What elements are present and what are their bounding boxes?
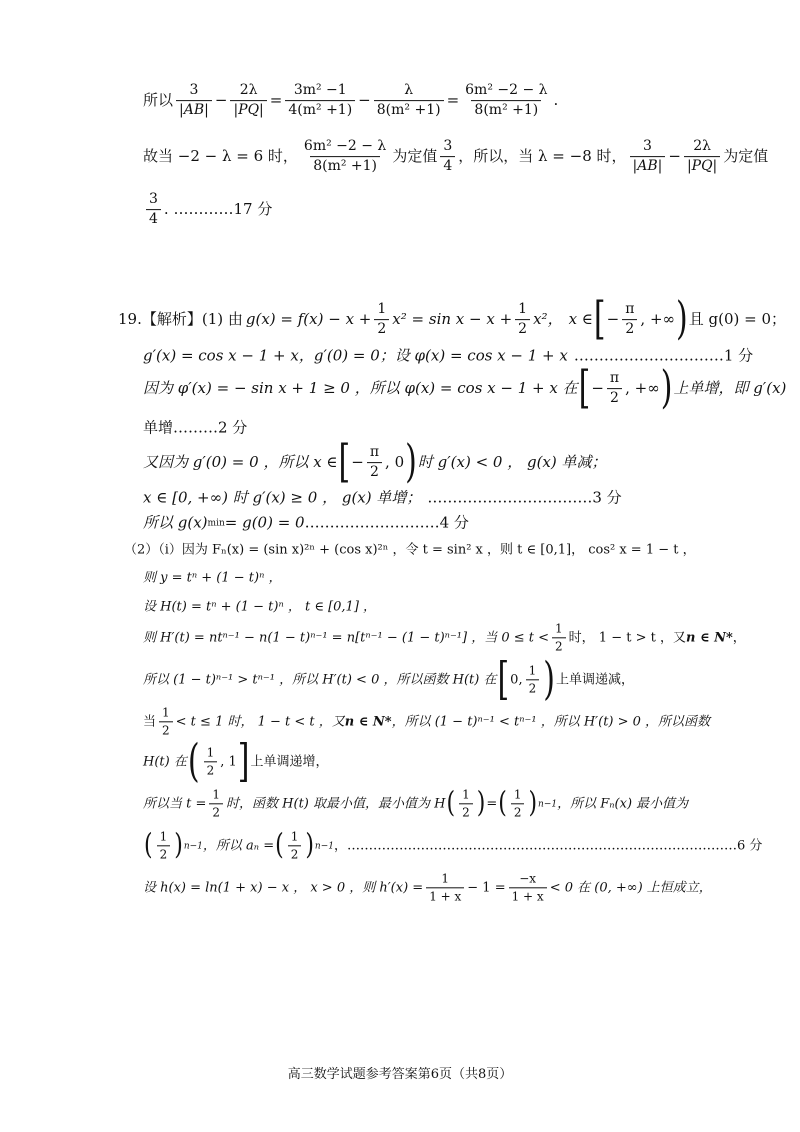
part2-line-7: H(t) 在 ( $\frac{1}{2}$ , 1 ] 上单调递增， [143,735,329,788]
math: 上单增，即 g′(x) [673,379,787,398]
denominator: 2 [288,846,302,862]
fraction [552,622,566,653]
fraction [509,872,547,903]
math: − 1 = [467,880,506,896]
part2-line-1 [124,544,696,557]
period: . [553,91,559,110]
numerator: 2λ [239,82,258,99]
numerator: 1 [513,787,522,802]
q19-line-6 [143,488,622,507]
math: g(x) = f(x) − x + [245,310,372,329]
denominator: 2 [374,320,389,338]
text: 时， 1 − t > t ，又 [568,630,686,646]
text: ， [732,630,746,646]
fraction [374,83,444,119]
math: 因为 φ′(x) = − sin x + 1 ≥ 0 ，所以 φ(x) = cos x − 1 + x 在 [143,379,578,398]
denominator: 2 [552,638,566,654]
fraction [146,192,161,228]
text: 上单调递增， [250,754,329,770]
math: x ∈ [568,310,593,329]
math: 所以 (1 − t)ⁿ⁻¹ > tⁿ⁻¹ ，所以 H′(t) < 0 ，所以函数 H(t) 在 [143,672,497,688]
operator: − [668,147,681,166]
numerator: 3 [149,191,158,208]
score-marker: …………………………1 分 [573,346,754,365]
denominator: 4(m² +1) [285,101,355,119]
math: 时，函数 H(t) 取最小值，最小值为 H [226,796,446,812]
fraction [176,83,212,119]
operator: = [486,796,498,812]
question-number: 19.【解析】(1) 由 [118,310,243,329]
math: ，所以 aₙ = [202,838,275,854]
text: 为定值 [392,147,438,166]
denominator: |PQ| [230,101,266,119]
denominator: 2 [157,846,171,862]
math: x² = sin x − x + [392,310,513,329]
fraction [511,788,525,819]
denominator: 4 [440,157,455,175]
numerator: 1 [206,745,215,760]
math: 所以 g(x) [143,513,208,532]
part2-line-4 [143,622,746,653]
numerator: 6m² −2 − λ [465,82,548,99]
intro-label: 所以 [143,91,174,110]
denominator: 8(m² +1) [471,101,541,119]
math: 时 g′(x) < 0 ， g(x) 单减； [417,453,607,472]
text: 为定值 [723,147,769,166]
part2-line-5: 所以 (1 − t)ⁿ⁻¹ > tⁿ⁻¹ ，所以 H′(t) < 0 ，所以函数 H(t) 在 [ 0, $\frac{1}{2}$ ) 上单调递减， [143,653,634,706]
fraction [462,83,550,119]
text: 上单调递减， [555,672,634,688]
numerator: −x [519,871,537,886]
fraction [374,302,389,338]
math: n ∈ N* [344,714,392,730]
math: < 0 在 (0, +∞) 上恒成立， [549,880,712,896]
numerator: 3 [443,138,453,155]
math: ，所以 (1 − t)ⁿ⁻¹ < tⁿ⁻¹ ，所以 H′(t) > 0 ，所以函数 [391,714,711,730]
fraction [526,664,540,695]
denominator: |AB| [176,101,212,119]
numerator: 1 [290,829,299,844]
text: 当 [143,714,157,730]
denominator: 2 [204,762,218,778]
denominator: 8(m² +1) [310,157,380,175]
text: ，所以，当 λ = −8 时， [458,147,627,166]
denominator: 2 [459,804,473,820]
fraction [440,139,455,175]
q19-line-7: 所以 g(x) min = g(0) = 0 ………………………4 分 [143,513,469,532]
fraction [622,302,637,338]
math: n ∈ N* [685,630,733,646]
denominator: 2 [607,389,622,407]
math: H(t) 在 [143,754,187,770]
fraction [459,788,473,819]
q19-line-1: 19.【解析】(1) 由 g(x) = f(x) − x + $\frac{1}{2}$ x² = sin x − x + $\frac{1}{2}$ x²， x ∈ [ − $\frac{\pi}{2}$ , +∞ ) 且 g(0) = 0； [118,293,787,346]
denominator: 2 [209,804,223,820]
math: 则 H′(t) = ntⁿ⁻¹ − n(1 − t)ⁿ⁻¹ = n[tⁿ⁻¹ − (1 − t)ⁿ⁻¹] ，当 0 ≤ t < [143,630,550,646]
fraction [684,139,720,175]
denominator: 1 + x [426,888,464,904]
fraction [301,139,389,175]
operator: − [606,310,620,329]
math: < t ≤ 1 时， 1 − t < t ，又 [175,714,345,730]
numerator: 1 [528,663,537,678]
fraction [288,830,302,861]
numerator: 2λ [693,138,711,155]
fraction [285,83,355,119]
fraction [159,706,173,737]
operator: − [214,91,228,110]
part2-line-2 [143,572,281,585]
fraction [204,746,218,777]
fraction [426,872,464,903]
part2-line-3 [143,601,376,614]
fraction [157,830,171,861]
numerator: 1 [555,621,563,636]
math: , +∞ [640,310,676,329]
denominator: |AB| [630,157,666,175]
numerator: 1 [212,787,221,802]
operator: = [269,91,283,110]
math: g′(x) = cos x − 1 + x，g′(0) = 0；设 φ(x) = cos x − 1 + x [143,346,568,365]
score-marker: ………………………4 分 [304,513,469,532]
fraction [515,302,530,338]
math: 设 H(t) = tⁿ + (1 − t)ⁿ ， t ∈ [0,1] ， [143,599,377,615]
numerator: 6m² −2 − λ [303,138,387,155]
numerator: 1 [159,829,168,844]
denominator: 2 [367,463,382,481]
numerator: 1 [518,301,528,318]
fraction [367,445,382,481]
denominator: 2 [159,722,173,738]
math: 则 y = tⁿ + (1 − t)ⁿ ， [143,570,282,586]
fraction [230,83,266,119]
score-marker: ……………………………3 分 [427,488,622,507]
numerator: π [625,301,635,318]
denominator: 2 [622,320,637,338]
q19-line-3: 因为 φ′(x) = − sin x + 1 ≥ 0 ，所以 φ(x) = cos x − 1 + x 在 [ − $\frac{\pi}{2}$ , +∞ ) 上单增，即 g′(x) [143,362,787,415]
denominator: 1 + x [509,888,547,904]
operator: − [591,379,604,398]
numerator: 3 [189,82,199,99]
math: x ∈ [0, +∞) 时 g′(x) ≥ 0 ， g(x) 单增； [143,488,422,507]
operator: − [358,91,371,110]
denominator: 8(m² +1) [374,101,444,119]
numerator: 1 [377,301,387,318]
conclusion-line [143,139,768,175]
part2-line-8: 所以当 t = $\frac{1}{2}$ 时，函数 H(t) 取最小值，最小值为 H ( $\frac{1}{2}$ ) = ( $\frac{1}{2}$ ) n−1 ，所以 Fₙ(x) 最小值为 [143,787,689,820]
denominator: 4 [146,210,161,228]
numerator: 1 [441,871,450,886]
math: , 0 [385,453,405,472]
numerator: λ [404,82,414,99]
q19-line-5: 又因为 g′(0) = 0 ，所以 x ∈ [ − $\frac{\pi}{2}$ , 0 ) 时 g′(x) < 0 ， g(x) 单减； [143,436,607,489]
operator: − [351,453,364,472]
part2-line-10 [143,872,712,903]
text: 且 g(0) = 0； [688,310,787,329]
score-marker: . …………17 分 [163,200,273,219]
denominator: 2 [526,680,540,696]
math: 又因为 g′(0) = 0 ，所以 x ∈ [143,453,338,472]
fraction [209,788,223,819]
intro-equation [143,83,558,119]
denominator: 2 [515,320,530,338]
denominator: |PQ| [684,157,720,175]
numerator: 3 [642,138,652,155]
part2-line-9: ( $\frac{1}{2}$ ) n−1 ，所以 aₙ = ( $\frac{1}{2}$ ) n−1 ，………………………………………………………………………………6 分 [144,829,763,862]
numerator: π [609,370,620,387]
denominator: 2 [511,804,525,820]
math: 0, [510,672,523,688]
math: , 1 [220,754,237,770]
math: , +∞ [625,379,660,398]
text: 故当 −2 − λ = 6 时， [143,147,298,166]
score-marker: ，………………………………………………………………………………6 分 [334,838,763,854]
math: x²， [533,310,563,329]
math: 设 h(x) = ln(1 + x) − x ， x > 0 ，则 h′(x) = [143,880,424,896]
operator: = [446,91,460,110]
math: 所以当 t = [143,796,207,812]
fraction [607,371,622,407]
page-footer: 高三数学试题参考答案第6页（共8页） [287,1067,513,1082]
math: （2）（ⅰ）因为 Fₙ(x) = (sin x)²ⁿ + (cos x)²ⁿ ，令 t = sin² x ，则 t ∈ [0,1]， cos² x = 1 − t ， [124,542,696,558]
numerator: 1 [462,787,470,802]
math: ，所以 Fₙ(x) 最小值为 [557,796,689,812]
numerator: 3m² −1 [293,82,347,99]
math: = g(0) = 0 [224,513,305,532]
score-marker: 单增………2 分 [143,418,248,437]
q19-line-4 [143,418,248,437]
score-line-17 [143,192,272,228]
numerator: 1 [162,705,170,720]
numerator: π [369,444,380,461]
fraction [630,139,666,175]
part2-line-6 [143,706,710,737]
